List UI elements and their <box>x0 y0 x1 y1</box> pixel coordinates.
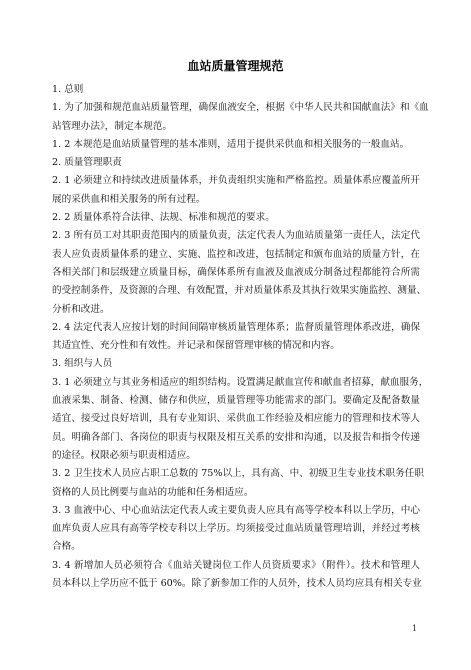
text-line: 员。明确各部门、各岗位的职责与权限及相互关系的安排和沟通，以及报告和指令传递 <box>52 431 420 443</box>
paragraph <box>52 172 420 209</box>
text-line: 2. 2 质量体系符合法律、法规、标准和规范的要求。 <box>52 212 275 224</box>
paragraph <box>52 99 429 136</box>
text-line: 2. 1 必须建立和持续改进质量体系，并负责组织实施和严格监控。质量体系应覆盖所开 <box>52 175 420 187</box>
text-line: 3. 4 新增加人员必须符合《血站关键岗位工作人员资质要求》（附件）。技术和管理人 <box>52 559 420 571</box>
text-line: 员本科以上学历应不低于 60%。除了新参加工作的人员外，技术人员均应具有相关专业 <box>52 578 422 590</box>
text-line: 适宜、接受过良好培训，具有专业知识、采供血工作经验及相应能力的管理和技术等人 <box>52 413 420 425</box>
text-line: 2. 3 所有员工对其职责范围内的质量负责，法定代表人为血站质量第一责任人，法定代 <box>52 230 420 242</box>
text-line: 站管理办法》，制定本规范。 <box>52 120 172 132</box>
section-heading <box>52 355 420 373</box>
text-line: 2. 4 法定代表人应按计划的时间间隔审核质量管理体系；监督质量管理体系改进，确保 <box>52 321 420 333</box>
text-line: 3. 组织与人员 <box>52 358 113 370</box>
page-number: 1 <box>412 624 418 633</box>
text-line: 血库负责人应具有高等学校专科以上学历。均须接受过血站质量管理培训，并经过考核 <box>52 523 420 535</box>
text-line: 1. 为了加强和规范血站质量管理，确保血液安全，根据《中华人民共和国献血法》和《血 <box>52 102 429 114</box>
paragraph <box>52 136 420 154</box>
section-heading <box>52 81 420 99</box>
paragraph <box>52 502 420 557</box>
paragraph <box>52 319 420 356</box>
paragraph <box>52 374 429 465</box>
text-line: 1. 2 本规范是血站质量管理的基本准则，适用于提供采供血和相关服务的一般血站。 <box>52 138 410 150</box>
text-line: 合格。 <box>52 541 81 553</box>
text-line: 1. 总则 <box>52 84 84 95</box>
text-line: 的途径。权限必须与职责相适应。 <box>52 449 196 461</box>
section-heading <box>52 154 420 172</box>
text-line: 3. 2 卫生技术人员应占职工总数的 75%以上，具有高、中、初级卫生专业技术职务任职 <box>52 468 424 480</box>
text-line: 血液采集、制备、检测、储存和供应，质量管理等功能需求的部门。要确定及配备数量 <box>52 395 420 407</box>
paragraph <box>52 557 420 594</box>
document-body <box>52 81 429 593</box>
paragraph <box>52 465 424 502</box>
text-line: 表人应负责质量体系的建立、实施、监控和改进，包括制定和颁布血站的质量方针，在 <box>52 248 420 260</box>
text-line: 资格的人员比例要与血站的功能和任务相适应。 <box>52 486 254 498</box>
text-line: 3. 1 必须建立与其业务相适应的组织结构。设置满足献血宣传和献血者招募，献血服务， <box>52 376 429 388</box>
paragraph <box>52 209 420 227</box>
text-line: 3. 3 血液中心、中心血站法定代表人或主要负责人应具有高等学校本科以上学历，中心 <box>52 504 420 516</box>
text-line: 展的采供血和相关服务的所有过程。 <box>52 193 206 205</box>
text-line: 2. 质量管理职责 <box>52 157 122 169</box>
text-line: 的受控制条件，及资源的合理、有效配置，并对质量体系及其执行效果实施监控、测量、 <box>52 285 427 297</box>
text-line: 其适宜性、充分性和有效性。并记录和保留管理审核的情况和内容。 <box>52 340 340 352</box>
text-line: 各相关部门和层级建立质量目标，确保体系所有血液及血液成分制备过程都能符合所需 <box>52 266 420 278</box>
paragraph <box>52 227 427 318</box>
text-line: 分析和改进。 <box>52 303 110 315</box>
document-title: 血站质量管理规范 <box>187 59 284 73</box>
